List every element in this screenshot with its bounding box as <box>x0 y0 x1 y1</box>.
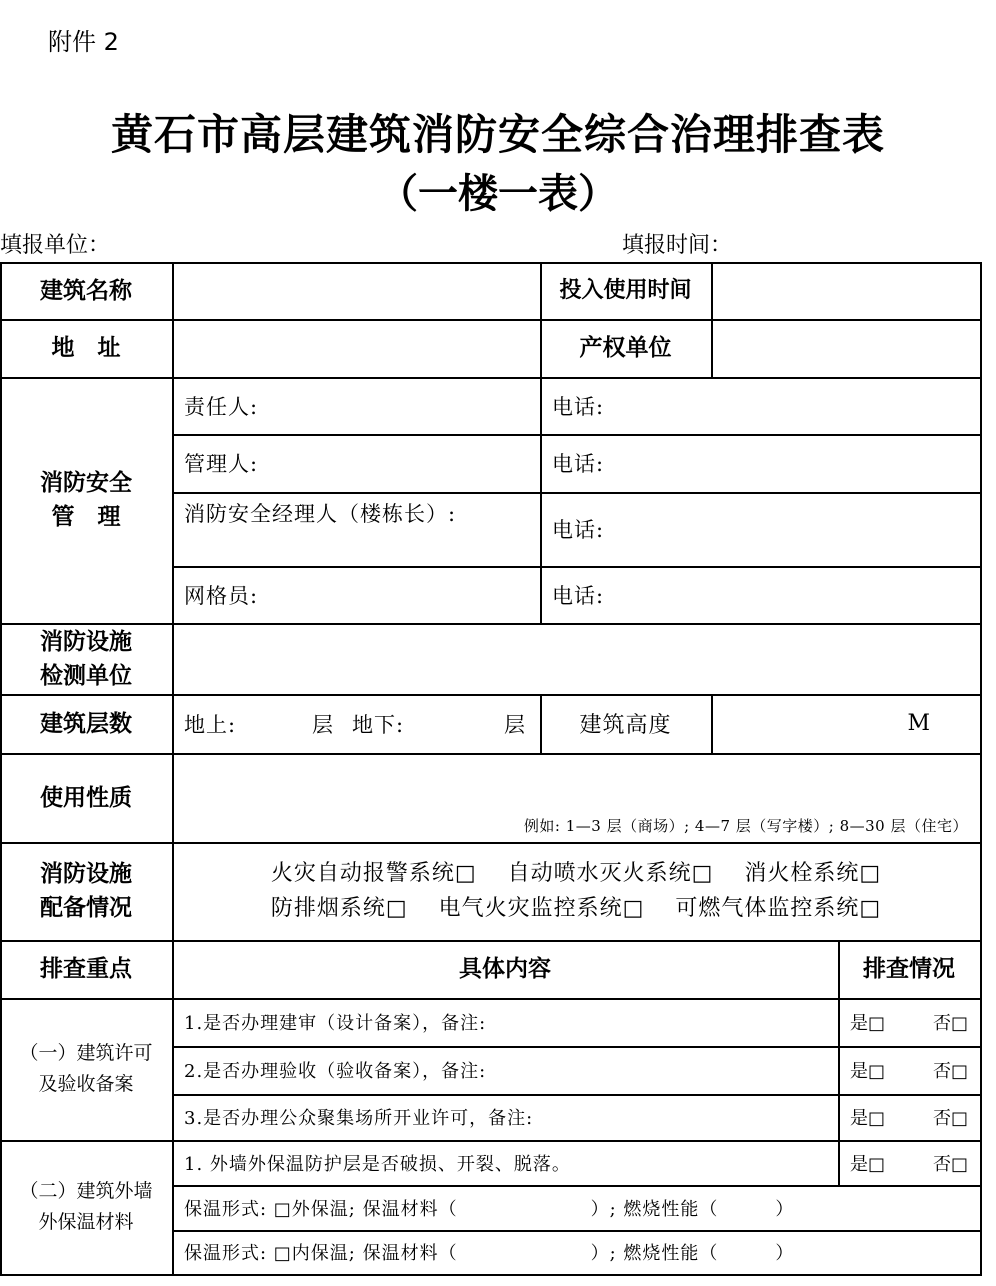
check-content-header: 具体内容 <box>459 956 551 982</box>
safety-management-label-line1: 消防安全 <box>40 470 132 496</box>
use-time-label: 投入使用时间 <box>559 277 692 303</box>
floors-below-unit: 层 <box>504 712 526 737</box>
responsible-person-field[interactable]: 责任人: <box>184 394 259 419</box>
grid-member-phone-field[interactable]: 电话: <box>552 583 605 608</box>
section2-label-line2: 外保温材料 <box>38 1211 134 1233</box>
safety-manager-phone-field[interactable]: 电话: <box>552 518 605 542</box>
section1-label-line2: 及验收备案 <box>38 1073 134 1095</box>
page-title: 黄石市高层建筑消防安全综合治理排查表 <box>110 110 885 159</box>
section1-item-3-status <box>838 1094 980 1140</box>
inspection-unit-label-line1: 消防设施 <box>40 628 132 655</box>
floors-above-unit: 层 <box>312 712 334 737</box>
floors-above-label: 地上: <box>184 712 237 737</box>
building-name-field[interactable] <box>172 262 540 319</box>
facilities-label <box>0 842 172 940</box>
yes-checkbox[interactable]: 是□ <box>850 1061 886 1082</box>
fill-time-label: 填报时间： <box>622 233 733 258</box>
floors-field[interactable] <box>172 694 540 753</box>
responsible-phone-field[interactable]: 电话: <box>552 394 605 419</box>
manager-field[interactable]: 管理人: <box>184 452 259 476</box>
manager-phone-field[interactable]: 电话: <box>552 452 605 476</box>
owner-field[interactable] <box>711 319 980 377</box>
usage-field[interactable] <box>172 753 980 842</box>
grid-member-field[interactable]: 网格员: <box>184 583 259 608</box>
usage-label: 使用性质 <box>40 784 132 811</box>
section2-label <box>0 1140 172 1274</box>
attachment-label: 附件 2 <box>48 28 119 56</box>
no-checkbox[interactable]: 否□ <box>932 1013 968 1034</box>
facilities-label-line2: 配备情况 <box>40 895 132 921</box>
yes-checkbox[interactable]: 是□ <box>850 1108 886 1129</box>
no-checkbox[interactable]: 否□ <box>932 1108 968 1129</box>
facilities-label-line1: 消防设施 <box>40 861 132 887</box>
section2-label-line1: （二）建筑外墙 <box>19 1180 153 1202</box>
check-status-header: 排查情况 <box>863 956 955 982</box>
facilities-line1: 火灾自动报警系统□ 自动喷水灭火系统□ 消火栓系统□ <box>270 861 882 886</box>
section1-item-2-status <box>838 1046 980 1094</box>
section2-item-1-status <box>838 1140 980 1185</box>
reporter-label: 填报单位： <box>0 233 111 258</box>
inspection-unit-label-line2: 检测单位 <box>40 662 132 689</box>
usage-example: 例如: 1—3 层（商场）; 4—7 层（写字楼）; 8—30 层（住宅） <box>523 817 968 835</box>
section1-label-line1: （一）建筑许可 <box>19 1042 153 1064</box>
height-unit: M <box>907 711 930 736</box>
yes-checkbox[interactable]: 是□ <box>850 1153 886 1175</box>
page-subtitle: （一楼一表） <box>378 170 618 217</box>
height-field[interactable] <box>711 694 980 753</box>
section2-outer-insulation-row[interactable]: 保温形式: □外保温; 保温材料（ ）; 燃烧性能（ ） <box>184 1198 795 1220</box>
facilities-line2: 防排烟系统□ 电气火灾监控系统□ 可燃气体监控系统□ <box>270 896 882 921</box>
owner-label: 产权单位 <box>579 335 672 361</box>
safety-management-label-line2: 管 理 <box>51 504 121 530</box>
inspection-unit-field[interactable] <box>172 623 980 694</box>
floors-label: 建筑层数 <box>40 710 132 737</box>
height-label: 建筑高度 <box>579 713 672 738</box>
section1-label <box>0 998 172 1140</box>
facilities-field[interactable] <box>172 842 980 940</box>
safety-manager-field[interactable]: 消防安全经理人（楼栋长）: <box>184 502 457 526</box>
no-checkbox[interactable]: 否□ <box>932 1153 968 1175</box>
use-time-field[interactable] <box>711 262 980 319</box>
section2-inner-insulation-row[interactable]: 保温形式: □内保温; 保温材料（ ）; 燃烧性能（ ） <box>184 1243 795 1264</box>
section1-item-1-status <box>838 998 980 1046</box>
section2-item-1: 1. 外墙外保温防护层是否破损、开裂、脱落。 <box>184 1153 571 1175</box>
no-checkbox[interactable]: 否□ <box>932 1061 968 1082</box>
safety-management-label <box>0 377 172 623</box>
section1-item-2: 2.是否办理验收（验收备案），备注: <box>184 1061 487 1082</box>
section1-item-1: 1.是否办理建审（设计备案），备注: <box>184 1013 487 1034</box>
address-label: 地 址 <box>51 335 121 361</box>
inspection-unit-label <box>0 623 172 694</box>
check-focus-header: 排查重点 <box>40 956 132 982</box>
floors-below-label: 地下: <box>352 712 405 737</box>
building-name-label: 建筑名称 <box>40 277 132 304</box>
yes-checkbox[interactable]: 是□ <box>850 1013 886 1034</box>
section1-item-3: 3.是否办理公众聚集场所开业许可，备注: <box>184 1108 534 1129</box>
address-field[interactable] <box>172 319 540 377</box>
